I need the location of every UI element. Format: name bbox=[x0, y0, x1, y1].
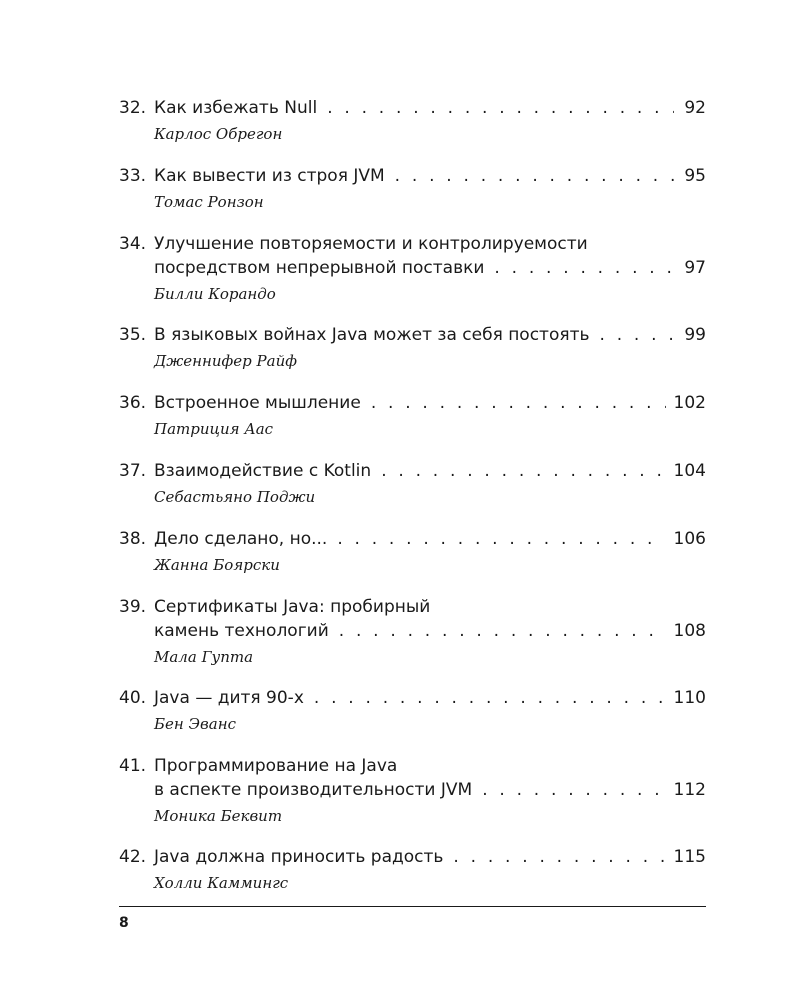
toc-entry[interactable] bbox=[119, 686, 706, 754]
toc-entry[interactable] bbox=[119, 754, 706, 845]
toc-entry[interactable] bbox=[119, 323, 706, 391]
toc-entry-line bbox=[119, 845, 706, 869]
dot-leader bbox=[482, 778, 665, 802]
toc-entry-page: 104 bbox=[673, 461, 706, 481]
toc-entry-title: Как избежать Null bbox=[154, 98, 318, 118]
toc-entry-line bbox=[119, 619, 706, 643]
toc-entry-number: 37. bbox=[119, 461, 147, 481]
toc-entry-author: Бен Эванс bbox=[154, 715, 236, 733]
toc-entry-number: 38. bbox=[119, 529, 147, 549]
toc-entry-page: 108 bbox=[673, 621, 706, 641]
toc-entry-line bbox=[119, 391, 706, 415]
dot-leader bbox=[314, 686, 666, 710]
toc-entry-author: Дженнифер Райф bbox=[154, 352, 297, 370]
toc-entry-number: 32. bbox=[119, 98, 147, 118]
toc-entry-line bbox=[119, 232, 706, 256]
toc-entry[interactable] bbox=[119, 391, 706, 459]
toc-entry[interactable] bbox=[119, 845, 706, 897]
toc-entry-line bbox=[119, 778, 706, 802]
toc-entry-author: Карлос Обрегон bbox=[154, 125, 283, 143]
toc-entry-title: Сертификаты Java: пробирный bbox=[154, 597, 431, 617]
toc-entry-number: 40. bbox=[119, 688, 147, 708]
dot-leader bbox=[327, 96, 674, 120]
toc-entry-title: Программирование на Java bbox=[154, 756, 398, 776]
footer-page-number: 8 bbox=[119, 915, 129, 931]
toc-entry-page: 102 bbox=[673, 393, 706, 413]
toc-entry[interactable] bbox=[119, 96, 706, 164]
footer-divider bbox=[119, 906, 706, 907]
table-of-contents bbox=[119, 96, 706, 897]
toc-entry-line bbox=[119, 323, 706, 347]
toc-entry-line bbox=[119, 595, 706, 619]
toc-entry-author: Холли Каммингс bbox=[154, 874, 289, 892]
toc-entry-title: Java — дитя 90-х bbox=[154, 688, 304, 708]
toc-entry-line bbox=[119, 459, 706, 483]
toc-entry-title: камень технологий bbox=[154, 621, 329, 641]
toc-entry-author: Себастьяно Поджи bbox=[154, 488, 316, 506]
dot-leader bbox=[453, 845, 665, 869]
toc-entry-line bbox=[119, 96, 706, 120]
toc-entry-number: 36. bbox=[119, 393, 147, 413]
toc-entry-title: Встроенное мышление bbox=[154, 393, 361, 413]
toc-entry-line bbox=[119, 686, 706, 710]
toc-entry-title: В языковых войнах Java может за себя постоять bbox=[154, 325, 590, 345]
toc-entry-author: Билли Корандо bbox=[154, 285, 276, 303]
toc-entry-title: Как вывести из строя JVM bbox=[154, 166, 385, 186]
toc-entry-number: 42. bbox=[119, 847, 147, 867]
dot-leader bbox=[381, 459, 665, 483]
toc-entry[interactable] bbox=[119, 459, 706, 527]
toc-entry-title: Дело сделано, но... bbox=[154, 529, 328, 549]
toc-entry-title: в аспекте производительности JVM bbox=[154, 780, 473, 800]
toc-entry-author: Жанна Боярски bbox=[154, 556, 280, 574]
toc-entry-page: 112 bbox=[673, 780, 706, 800]
toc-entry[interactable] bbox=[119, 595, 706, 686]
dot-leader bbox=[371, 391, 666, 415]
toc-entry-title: Взаимодействие с Kotlin bbox=[154, 461, 372, 481]
toc-entry-title: Java должна приносить радость bbox=[154, 847, 444, 867]
toc-entry-number: 33. bbox=[119, 166, 147, 186]
toc-entry-line bbox=[119, 754, 706, 778]
toc-entry-number: 35. bbox=[119, 325, 147, 345]
toc-entry-page: 99 bbox=[684, 325, 706, 345]
dot-leader bbox=[600, 323, 674, 347]
toc-entry-author: Мала Гупта bbox=[154, 648, 254, 666]
toc-entry-number: 34. bbox=[119, 234, 147, 254]
toc-entry-page: 110 bbox=[673, 688, 706, 708]
toc-entry-line bbox=[119, 527, 706, 551]
dot-leader bbox=[339, 619, 666, 643]
dot-leader bbox=[395, 164, 674, 188]
dot-leader bbox=[337, 527, 665, 551]
toc-entry-page: 95 bbox=[684, 166, 706, 186]
toc-entry-line bbox=[119, 164, 706, 188]
toc-entry-line bbox=[119, 256, 706, 280]
toc-entry-title: Улучшение повторяемости и контролируемости bbox=[154, 234, 588, 254]
toc-entry[interactable] bbox=[119, 164, 706, 232]
toc-entry-title: посредством непрерывной поставки bbox=[154, 258, 485, 278]
toc-entry-page: 97 bbox=[684, 258, 706, 278]
toc-entry-author: Томас Ронзон bbox=[154, 193, 264, 211]
toc-entry[interactable] bbox=[119, 232, 706, 323]
toc-entry[interactable] bbox=[119, 527, 706, 595]
toc-entry-number: 41. bbox=[119, 756, 147, 776]
toc-entry-page: 92 bbox=[684, 98, 706, 118]
toc-entry-author: Моника Беквит bbox=[154, 807, 283, 825]
toc-entry-author: Патриция Аас bbox=[154, 420, 274, 438]
dot-leader bbox=[494, 256, 674, 280]
toc-entry-page: 106 bbox=[673, 529, 706, 549]
toc-entry-number: 39. bbox=[119, 597, 147, 617]
toc-entry-page: 115 bbox=[673, 847, 706, 867]
